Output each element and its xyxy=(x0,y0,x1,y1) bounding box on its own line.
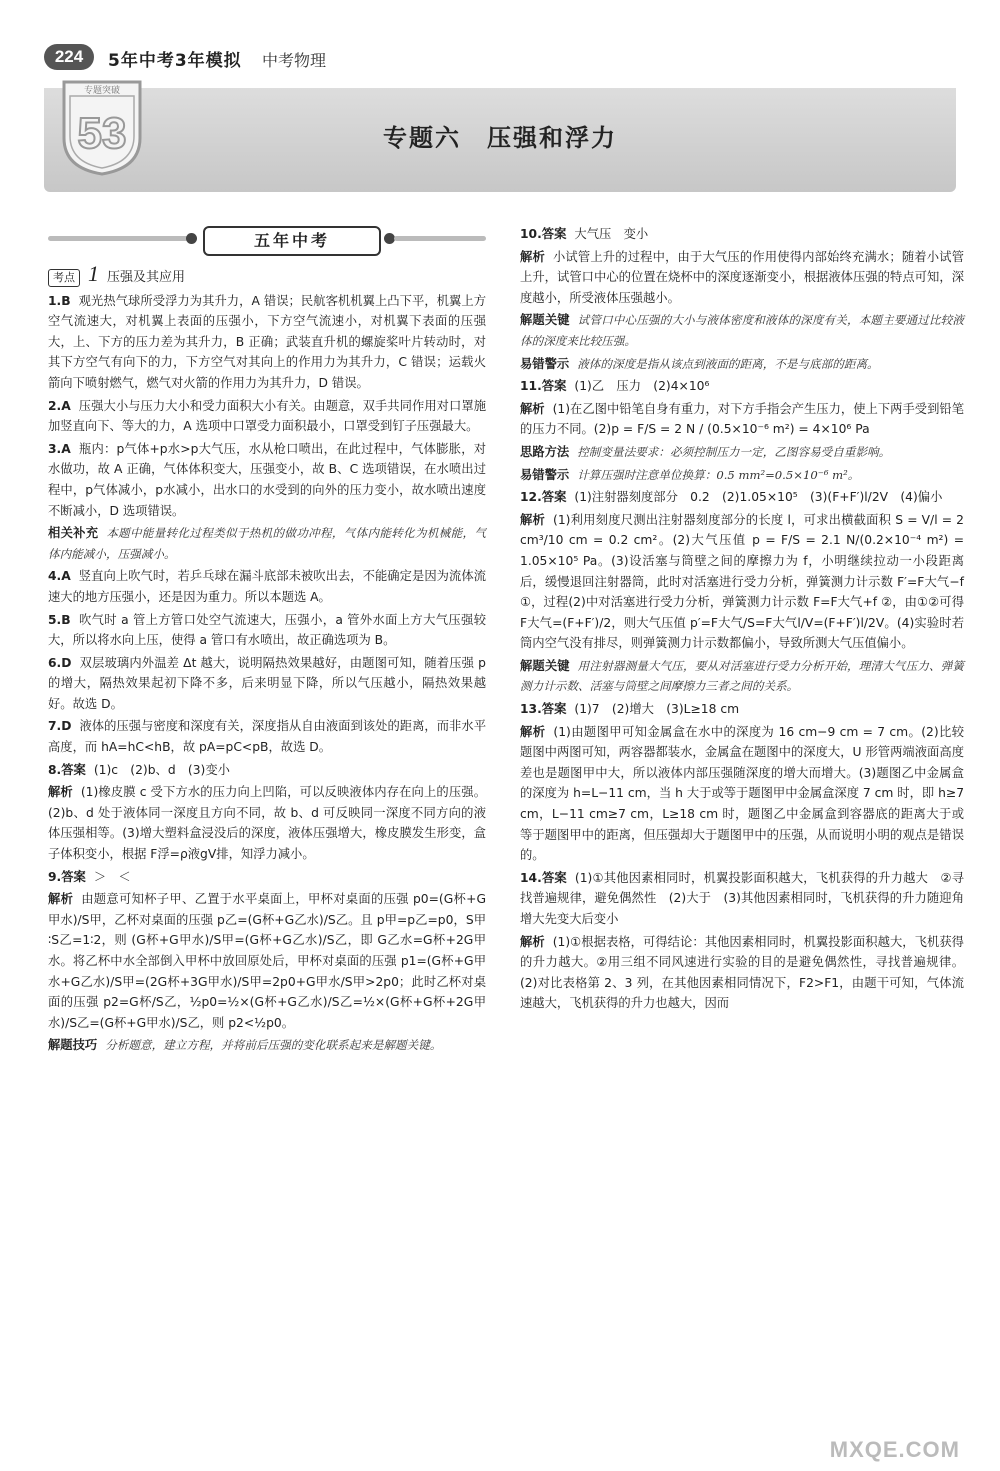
item-text: 观光热气球所受浮力为其升力，A 错误；民航客机机翼上凸下平，机翼上方空气流速大，对机翼上表面的压强小，下方空气流速小，对机翼下表面的压强大，上、下方的压力差为其升力，B 正确；武装直升机的螺旋桨叶片转动时，对其下方空气有向下的力，下方空气对其向上的作用力为其升力，C 错误；运载火箭向下喷射燃气，燃气对火箭的作用力为其升力，D 错误。 xyxy=(48,293,486,390)
right-answer-list xyxy=(520,224,964,1014)
item-number: 12.答案 xyxy=(520,490,567,505)
item-tag: 易错警示 xyxy=(520,467,570,482)
answer-item xyxy=(48,439,486,521)
answer-item xyxy=(520,354,964,375)
answer-item xyxy=(48,566,486,607)
right-column xyxy=(520,224,964,1016)
item-text: 液体的压强与密度和深度有关，深度指从自由液面到该处的距离，而非水平高度，而 hA=hC<hB，故 pA=pC<pB，故选 D。 xyxy=(48,719,486,755)
item-number: 13.答案 xyxy=(520,702,567,717)
item-note: 分析题意，建立方程，并将前后压强的变化联系起来是解题关键。 xyxy=(105,1038,442,1053)
answer-item xyxy=(520,656,964,697)
item-text: (1)①其他因素相同时，机翼投影面积越大，飞机获得的升力越大 ②寻找普遍规律，避免偶然性 (2)大于 (3)其他因素相同时，飞机获得的升力随迎角增大先变大后变小 xyxy=(520,870,965,926)
item-tag: 解题关键 xyxy=(520,313,570,328)
book-series-title: 5年中考3年模拟 xyxy=(108,51,242,71)
item-number: 7.D xyxy=(48,719,72,734)
topic-title: 压强及其应用 xyxy=(107,270,186,285)
answer-item xyxy=(520,699,964,720)
item-tag: 解析 xyxy=(48,785,73,800)
topic-number: 1 xyxy=(88,261,99,286)
answer-item xyxy=(48,523,486,564)
item-text: (1)由题图甲可知金属盒在水中的深度为 16 cm−9 cm = 7 cm。(2)比较题图中两图可知，两容器都装水，金属盒在题图中的深度大，U 形管两端液面高度差也是题图甲中大，所以液体内部压强随深度的增大而增大。(3)题图乙中金属盒的深度为 h=L−11 cm，当 h 大于或等于题图甲中金属盒深度 7 cm 时，即 h≥7 cm，L−11 cm≥7 cm，L≥18 cm 时，题图乙中金属盒到容器底的距离大于或等于题图甲中的距离，但压强却大于题图甲中的压强，从而说明小明的观点是错误的。 xyxy=(520,724,965,863)
item-number: 4.A xyxy=(48,569,71,584)
section-bar-right xyxy=(394,236,486,241)
item-number: 2.A xyxy=(48,398,71,413)
item-tag: 解析 xyxy=(48,892,74,907)
item-text: (1)注射器刻度部分 0.2 (2)1.05×10⁵ (3)(F+F′)l/2V (4)偏小 xyxy=(574,490,943,505)
badge-numerals: 53 xyxy=(77,109,127,158)
item-number: 14.答案 xyxy=(520,870,567,885)
item-number: 6.D xyxy=(48,655,72,670)
answer-item xyxy=(48,1035,486,1056)
topic-heading xyxy=(48,261,486,289)
answer-item xyxy=(48,782,486,864)
item-tag: 解题技巧 xyxy=(48,1038,98,1053)
badge-caption: 专题突破 xyxy=(83,86,121,96)
answer-item xyxy=(520,868,964,930)
answer-item xyxy=(48,867,486,888)
item-tag: 解析 xyxy=(520,934,545,949)
topic-prefix: 考点 xyxy=(48,269,80,287)
answer-item xyxy=(48,610,486,651)
item-text: 竖直向上吹气时，若乒乓球在漏斗底部未被吹出去，不能确定是因为流体流速大的地方压强小，还是因为重力。所以本题选 A。 xyxy=(48,569,486,604)
answer-item xyxy=(520,932,964,1014)
item-note: 用注射器测量大气压，要从对活塞进行受力分析开始，理清大气压力、弹簧测力计示数、活塞与筒壁之间摩擦力三者之间的关系。 xyxy=(520,658,964,694)
item-number: 3.A xyxy=(48,441,71,456)
item-text: (1)在乙图中铅笔自身有重力，对下方手指会产生压力，使上下两手受到铅笔的压力不同。(2)p = F/S = 2 N / (0.5×10⁻⁶ m²) = 4×10⁶ Pa xyxy=(520,401,964,437)
item-number: 9.答案 xyxy=(48,869,86,884)
item-note: 液体的深度是指从该点到液面的距离，不是与底部的距离。 xyxy=(577,356,879,371)
answer-item xyxy=(520,399,964,440)
page-number: 224 xyxy=(44,44,94,70)
item-note: 本题中能量转化过程类似于热机的做功冲程，气体内能转化为机械能，气体内能减小，压强减小。 xyxy=(48,526,486,561)
item-text: ＞ ＜ xyxy=(93,869,131,884)
item-text: 由题意可知杯子甲、乙置于水平桌面上，甲杯对桌面的压强 p0=(G杯+G甲水)/S甲，乙杯对桌面的压强 p乙=(G杯+G乙水)/S乙。且 p甲=p乙=p0，S甲∶S乙=1∶2，则 (G杯+G甲水)/S甲=(G杯+G乙水)/S乙，即 G乙水=G杯+2G甲水。将乙杯中水全部倒入甲杯中放回原处后，甲杯对桌面的压强 p1=(G杯+G甲水+G乙水)/S甲=(2G杯+3G甲水)/S甲=2p0+G甲水/S甲>2p0；此时乙杯对桌面的压强 p2=G杯/S乙，½p0=½×(G杯+G乙水)/S乙=½×(G杯+G杯+2G甲水)/S乙=(G杯+G甲水)/S乙，则 p2<½p0。 xyxy=(48,892,486,1030)
item-text: 小试管上升的过程中，由于大气压的作用使得内部始终充满水；随着小试管上升，试管口中心的位置在烧杯中的深度逐渐变小，根据液体压强的特点可知，深度越小，所受液体压强越小。 xyxy=(520,249,964,305)
section-dot-left xyxy=(186,233,197,244)
answer-item xyxy=(520,442,964,463)
item-number: 5.B xyxy=(48,612,71,627)
item-number: 1.B xyxy=(48,293,71,308)
item-text: 压强大小与压力大小和受力面积大小有关。由题意，双手共同作用对口罩施加竖直向下、等大的力，A 选项中口罩受力面积最小，口罩受到钉子压强最大。 xyxy=(48,398,486,434)
answer-item xyxy=(520,510,964,654)
section-bar-left xyxy=(48,236,188,241)
answer-item xyxy=(520,722,964,866)
item-text: 大气压 变小 xyxy=(574,227,649,241)
item-tag: 相关补充 xyxy=(48,526,99,541)
item-text: (1)①根据表格，可得结论：其他因素相同时，机翼投影面积越大，飞机获得的升力越大。②用三组不同风速进行实验的目的是避免偶然性，寻找普遍规律。(2)对比表格第 2、3 列，在其他因素相同情况下，F2>F1，由题干可知，气体流速越大，飞机获得的升力也越大，因而 xyxy=(520,934,964,1011)
item-number: 10.答案 xyxy=(520,227,567,241)
item-tag: 易错警示 xyxy=(520,356,570,371)
item-tag: 解析 xyxy=(520,512,546,527)
answer-item xyxy=(48,760,486,781)
item-text: (1)利用刻度尺测出注射器刻度部分的长度 l，可求出横截面积 S = V/l = 2 cm³/10 cm = 0.2 cm²。(2)大气压值 p = F/S = 2.1 N/(0.2×10⁻⁴ m²) = 1.05×10⁵ Pa。(3)设活塞与筒壁之间的摩擦力为 f，小明继续拉动一小段距离后，缓慢退回注射器筒，此时对活塞进行受力分析，弹簧测力计示数 F′=F大气−f ①，过程(2)中对活塞进行受力分析，弹簧测力计示数 F=F大气+f ②，由①②可得 F大气=(F+F′)/2，则大气压值 p′=F大气/S=F大气l/V=(F+F′)l/2V。(4)实验时若筒内空气没有排尽，则弹簧测力计示数都偏小，导致所测大气压值偏小。 xyxy=(520,512,964,651)
item-number: 11.答案 xyxy=(520,379,567,394)
watermark: MXQE.COM xyxy=(829,1437,960,1462)
item-text: (1)7 (2)增大 (3)L≥18 cm xyxy=(574,702,740,717)
item-text: 双层玻璃内外温差 Δt 越大，说明隔热效果越好，由题图可知，随着压强 p 的增大，隔热效果起初下降不多，后来明显下降，所以气压越小，隔热效果越好。故选 D。 xyxy=(48,655,486,711)
item-note: 试管口中心压强的大小与液体密度和液体的深度有关，本题主要通过比较液体的深度来比较压强。 xyxy=(520,313,964,348)
left-answer-list xyxy=(48,291,486,1056)
answer-item xyxy=(520,487,964,508)
item-tag: 解析 xyxy=(520,401,545,416)
item-text: 瓶内：p气体+p水>p大气压，水从枪口喷出，在此过程中，气体膨胀，对水做功，故 A 正确，气体体积变大，压强变小，故 B、C 选项错误，在水喷出过程中，p气体减小，p水减小，出水口的水受到的向外的压力变小，故水喷出速度不断减小，D 选项错误。 xyxy=(48,441,486,518)
section-label: 五年中考 xyxy=(203,226,381,256)
item-text: (1)乙 压力 (2)4×10⁶ xyxy=(574,379,710,394)
item-tag: 思路方法 xyxy=(520,444,570,459)
answer-item xyxy=(48,291,486,394)
answer-item xyxy=(520,376,964,397)
answer-item xyxy=(48,716,486,757)
subject-label: 中考物理 xyxy=(262,51,327,70)
item-note: 计算压强时注意单位换算：0.5 mm²=0.5×10⁻⁶ m²。 xyxy=(577,467,860,482)
section-header xyxy=(48,224,486,258)
answer-item xyxy=(48,653,486,715)
item-tag: 解析 xyxy=(520,249,545,264)
chapter-title: 专题六 压强和浮力 xyxy=(383,124,617,152)
item-number: 8.答案 xyxy=(48,762,86,777)
answer-item xyxy=(48,396,486,437)
item-tag: 解题关键 xyxy=(520,658,570,673)
answer-item xyxy=(48,889,486,1033)
answer-item xyxy=(520,247,964,309)
left-column xyxy=(48,224,486,1058)
item-note: 控制变量法要求：必须控制压力一定，乙图容易受自重影响。 xyxy=(577,444,891,459)
item-text: (1)c (2)b、d (3)变小 xyxy=(93,762,230,777)
item-text: (1)橡皮膜 c 受下方水的压力向上凹陷，可以反映液体内存在向上的压强。(2)b、d 处于液体同一深度且方向不同，故 b、d 可反映同一深度不同方向的液体压强相等。(3)增大塑料盒浸没后的深度，液体压强增大，橡皮膜发生形变，盒子体积变小，根据 F浮=ρ液gV排，知浮力减小。 xyxy=(48,785,486,862)
answer-item xyxy=(520,224,964,245)
item-tag: 解析 xyxy=(520,724,546,739)
item-text: 吹气时 a 管上方管口处空气流速大，压强小，a 管外水面上方大气压强较大，所以将水向上压，使得 a 管口有水喷出，故正确选项为 B。 xyxy=(48,612,486,648)
answer-item xyxy=(520,310,964,351)
answer-item xyxy=(520,465,964,486)
